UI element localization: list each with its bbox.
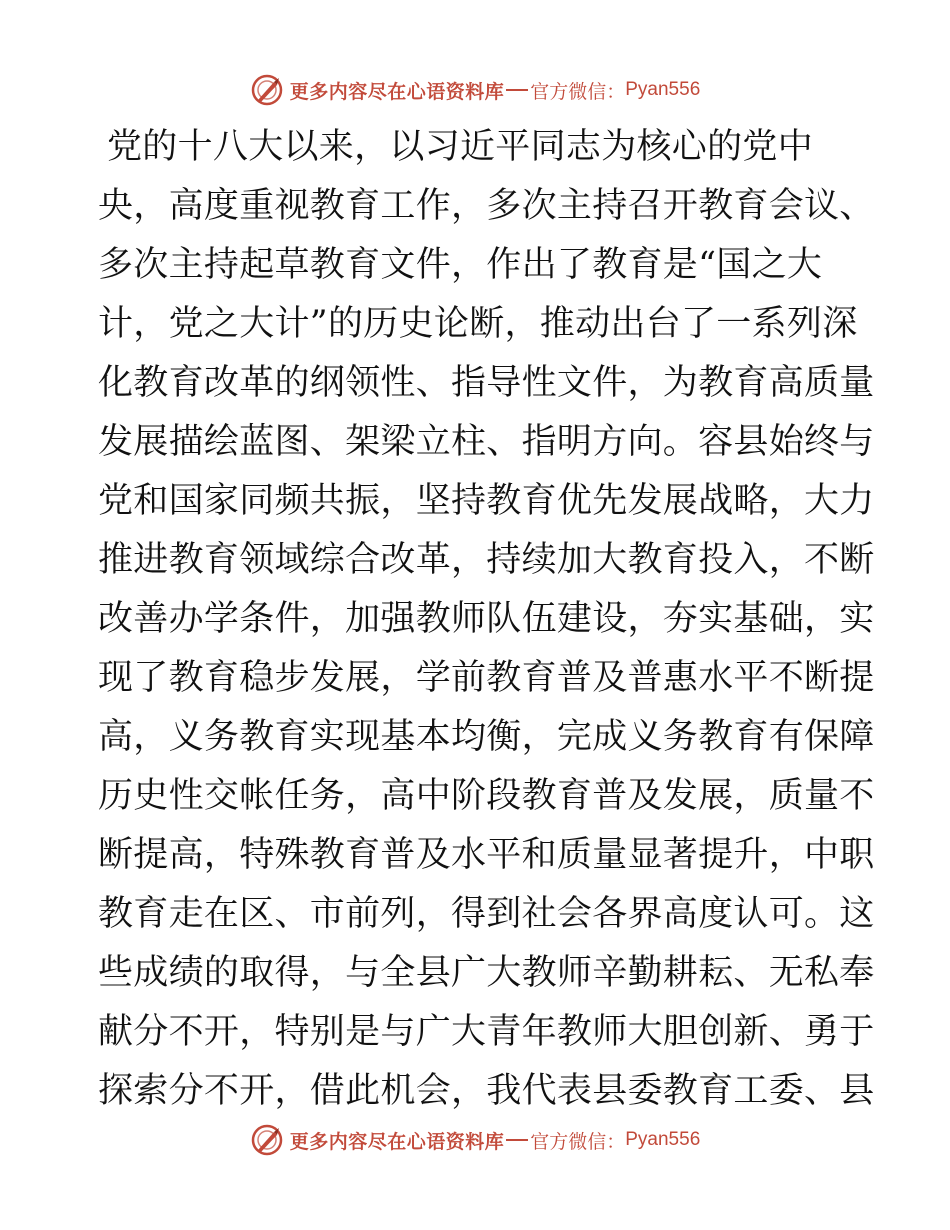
header-banner [0, 70, 950, 110]
quill-logo-icon [250, 1123, 284, 1157]
body-line: 党的十八大以来，以习近平同志为核心的党中 [107, 127, 814, 167]
body-line: 些成绩的取得，与全县广大教师辛勤耕耘、无私奉 [98, 953, 875, 993]
footer-banner-dash [506, 1139, 528, 1141]
body-line: 化教育改革的纲领性、指导性文件，为教育高质量 [98, 363, 875, 403]
header-wechat-id: Pyan556 [625, 79, 701, 100]
body-line: 教育走在区、市前列，得到社会各界高度认可。这 [98, 894, 875, 934]
document-body [98, 118, 875, 1121]
body-line: 推进教育领域综合改革，持续加大教育投入，不断 [98, 540, 875, 580]
header-banner-text: 更多内容尽在心语资料库 [289, 80, 505, 103]
quill-logo-icon [250, 73, 284, 107]
header-wechat-label: 官方微信： [530, 80, 626, 103]
header-banner-dash [506, 89, 528, 91]
body-line: 献分不开，特别是与广大青年教师大胆创新、勇于 [98, 1012, 875, 1052]
body-line: 多次主持起草教育文件，作出了教育是“国之大 [98, 245, 823, 285]
body-line: 探索分不开，借此机会，我代表县委教育工委、县 [98, 1071, 875, 1111]
body-line: 断提高，特殊教育普及水平和质量显著提升，中职 [98, 835, 875, 875]
body-line: 党和国家同频共振，坚持教育优先发展战略，大力 [98, 481, 875, 521]
body-line: 发展描绘蓝图、架梁立柱、指明方向。容县始终与 [98, 422, 875, 462]
footer-banner-text: 更多内容尽在心语资料库 [289, 1130, 505, 1153]
body-line: 高，义务教育实现基本均衡，完成义务教育有保障 [98, 717, 875, 757]
footer-banner [0, 1120, 950, 1160]
footer-wechat-id: Pyan556 [625, 1129, 701, 1150]
body-line: 现了教育稳步发展，学前教育普及普惠水平不断提 [98, 658, 875, 698]
footer-wechat-label: 官方微信： [530, 1130, 626, 1153]
body-line: 历史性交帐任务，高中阶段教育普及发展，质量不 [98, 776, 875, 816]
body-line: 改善办学条件，加强教师队伍建设，夯实基础，实 [98, 599, 875, 639]
body-line: 计，党之大计”的历史论断，推动出台了一系列深 [98, 304, 858, 344]
body-line: 央，高度重视教育工作，多次主持召开教育会议、 [98, 186, 875, 226]
